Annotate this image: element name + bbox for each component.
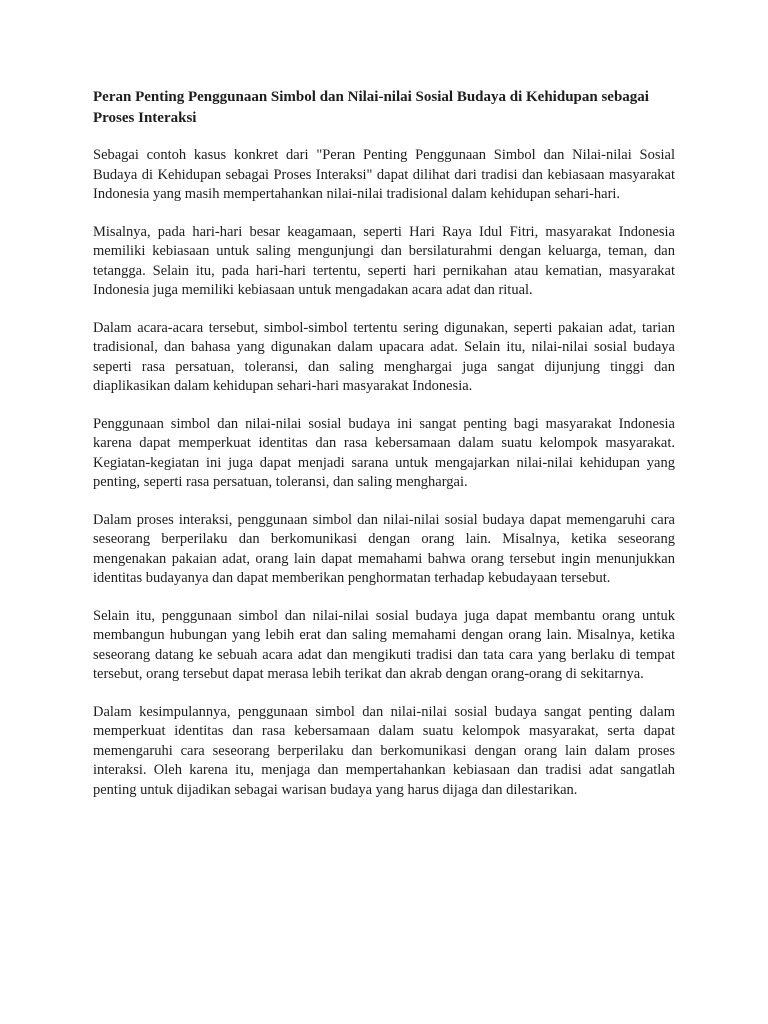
paragraph-1: Sebagai contoh kasus konkret dari "Peran Penting Penggunaan Simbol dan Nilai-nilai Sosial Budaya di Kehidupan sebagai Proses Interaksi" dapat dilihat dari tradisi dan kebiasaan masyarakat Indonesia yang masih mempertahankan nilai-nilai tradisional dalam kehidupan sehari-hari. bbox=[93, 147, 675, 202]
paragraph-3: Dalam acara-acara tersebut, simbol-simbol tertentu sering digunakan, seperti pakaian adat, tarian tradisional, dan bahasa yang digunakan dalam upacara adat. Selain itu, nilai-nilai sosial budaya seperti rasa persatuan, toleransi, dan saling menghargai juga sangat dijunjung tinggi dan diaplikasikan dalam kehidupan sehari-hari masyarakat Indonesia. bbox=[93, 319, 675, 394]
paragraph-5: Dalam proses interaksi, penggunaan simbol dan nilai-nilai sosial budaya dapat memengaruhi cara seseorang berperilaku dan berkomunikasi dengan orang lain. Misalnya, ketika seseorang mengenakan pakaian adat, orang lain dapat memahami bahwa orang tersebut ingin menunjukkan identitas budayanya dan dapat memberikan penghormatan terhadap kebudayaan tersebut. bbox=[93, 511, 675, 586]
paragraph-2: Misalnya, pada hari-hari besar keagamaan, seperti Hari Raya Idul Fitri, masyarakat Indonesia memiliki kebiasaan untuk saling mengunjungi dan bersilaturahmi dengan keluarga, teman, dan tetangga. Selain itu, pada hari-hari tertentu, seperti hari pernikahan atau kematian, masyarakat Indonesia juga memiliki kebiasaan untuk mengadakan acara adat dan ritual. bbox=[93, 223, 675, 298]
paragraph-6: Selain itu, penggunaan simbol dan nilai-nilai sosial budaya juga dapat membantu orang untuk membangun hubungan yang lebih erat dan saling memahami dengan orang lain. Misalnya, ketika seseorang datang ke sebuah acara adat dan mengikuti tradisi dan tata cara yang berlaku di tempat tersebut, orang tersebut dapat merasa lebih terikat dan akrab dengan orang-orang di sekitarnya. bbox=[93, 607, 675, 682]
paragraph-4: Penggunaan simbol dan nilai-nilai sosial budaya ini sangat penting bagi masyarakat Indonesia karena dapat memperkuat identitas dan rasa kebersamaan dalam suatu kelompok masyarakat. Kegiatan-kegiatan ini juga dapat menjadi sarana untuk mengajarkan nilai-nilai kehidupan yang penting, seperti rasa persatuan, toleransi, dan saling menghargai. bbox=[93, 415, 675, 490]
document-title: Peran Penting Penggunaan Simbol dan Nilai-nilai Sosial Budaya di Kehidupan sebagai Proses Interaksi bbox=[93, 89, 649, 126]
document-page bbox=[93, 87, 675, 818]
paragraph-7: Dalam kesimpulannya, penggunaan simbol dan nilai-nilai sosial budaya sangat penting dalam memperkuat identitas dan rasa kebersamaan dalam suatu kelompok masyarakat, serta dapat memengaruhi cara seseorang berperilaku dan berkomunikasi dengan orang lain dalam proses interaksi. Oleh karena itu, menjaga dan mempertahankan kebiasaan dan tradisi adat sangatlah penting untuk dijadikan sebagai warisan budaya yang harus dijaga dan dilestarikan. bbox=[93, 703, 675, 798]
